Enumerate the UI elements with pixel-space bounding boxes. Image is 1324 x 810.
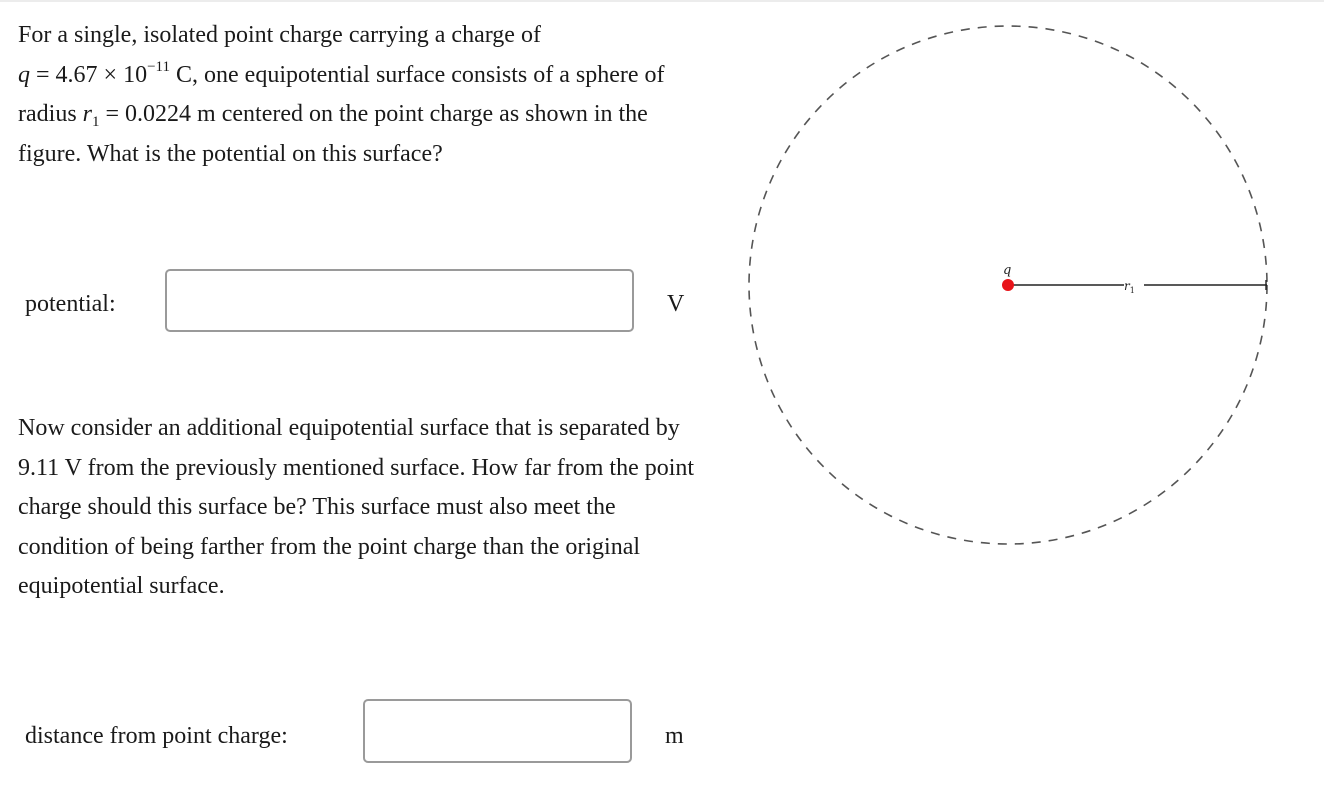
radius-equals: = (99, 101, 126, 127)
equals-sign: = (30, 61, 56, 88)
radius-label-symbol: r (1124, 279, 1130, 293)
distance-label: distance from point charge: (25, 723, 288, 749)
charge-exponent: −11 (147, 58, 170, 75)
radius-value: 0.0224 m (125, 101, 216, 127)
charge-label: q (1003, 263, 1012, 278)
q-symbol: q (18, 61, 30, 88)
distance-unit: m (665, 723, 684, 749)
distance-input[interactable] (363, 699, 632, 763)
question-1-rest: centered on the point charge as shown in the figure. What is the potential on this surface? (18, 101, 648, 167)
intro-text: For a single, isolated point charge carrying a charge of (18, 22, 541, 48)
radius-subscript: 1 (92, 114, 100, 130)
top-divider (0, 0, 1324, 2)
question-1-text (18, 16, 708, 174)
potential-label: potential: (25, 291, 116, 317)
voltage-value: 9.11 V (18, 454, 82, 481)
potential-unit: V (667, 291, 685, 317)
point-charge-dot (1002, 279, 1014, 291)
charge-unit-and-text: C, one equipotential surface consists of a sphere of radius (18, 61, 665, 127)
charge-mantissa: 4.67 × 10 (55, 61, 148, 88)
question-2-before: Now consider an additional equipotential surface that is separated by (18, 415, 680, 441)
radius-label (1124, 279, 1135, 295)
question-2-text (18, 409, 708, 607)
question-2-after: from the previously mentioned surface. How far from the point charge should this surface be? This surface must also meet the condition of being farther from the point charge than the original equipotential surface. (18, 454, 695, 599)
equipotential-figure (740, 20, 1300, 560)
radius-symbol: r (82, 101, 92, 127)
potential-input[interactable] (165, 269, 634, 332)
radius-label-subscript: 1 (1129, 286, 1135, 295)
